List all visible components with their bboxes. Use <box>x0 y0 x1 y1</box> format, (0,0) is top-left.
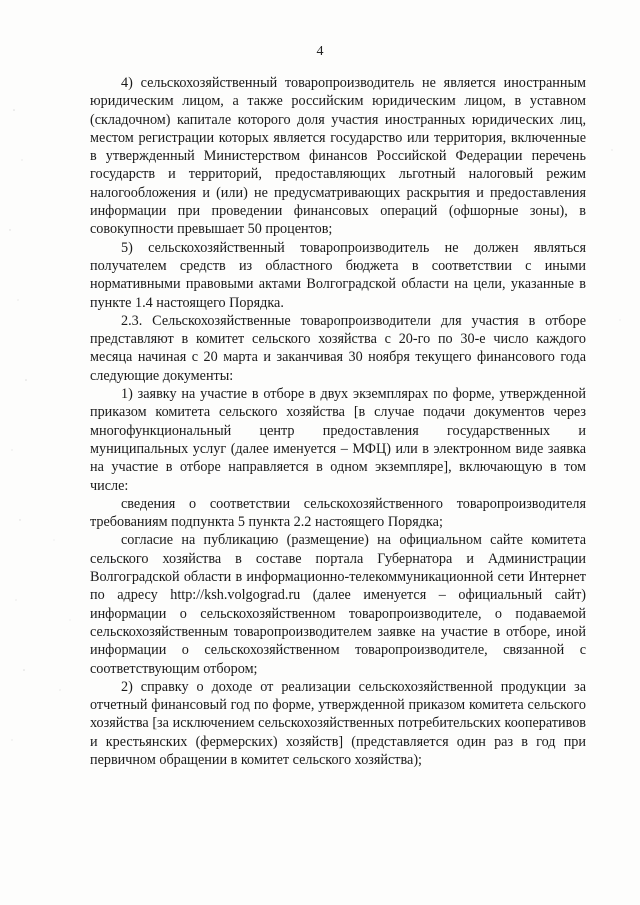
paragraph-section-2-3: 2.3. Сельскохозяйственные товаропроизводители для участия в отборе представляют в комитет сельского хозяйства с 20-го по 30-е число каждого месяца начиная с 20 марта и заканчивая 30 ноября текущего финансового года следующие документы: <box>90 312 586 384</box>
paragraph-info-compliance: сведения о соответствии сельскохозяйственного товаропроизводителя требованиям подпункта 5 пункта 2.2 настоящего Порядка; <box>90 495 586 531</box>
paragraph-consent-publication: согласие на публикацию (размещение) на официальном сайте комитета сельского хозяйства в составе портала Губернатора и Администрации Волгоградской области в информационно-телекоммуникационной сети Интернет по адресу http://ksh.volgograd.ru (далее именуется – официальный сайт) информации о сельскохозяйственном товаропроизводителе, о подаваемой сельскохозяйственным товаропроизводителем заявке на участие в отборе, иной информации о сельскохозяйственном товаропроизводителе, связанной с соответствующим отбором; <box>90 532 586 677</box>
paragraph-item-4: 4) сельскохозяйственный товаропроизводитель не является иностранным юридическим лицом, а также российским юридическим лицом, в уставном (складочном) капитале которого доля участия иностранных юридических лиц, местом регистрации которых является государство или территория, включенные в утвержденный Министерством финансов Российской Федерации перечень государств и территорий, предоставляющих льготный налоговый режим налогообложения и (или) не предусматривающих раскрытия и предоставления информации при проведении финансовых операций (офшорные зоны), в совокупности превышает 50 процентов; <box>90 75 586 238</box>
paragraph-item-5: 5) сельскохозяйственный товаропроизводитель не должен являться получателем средств из областного бюджета в соответствии с иными нормативными правовыми актами Волгоградской области на цели, указанные в пункте 1.4 настоящего Порядка. <box>90 239 586 311</box>
document-body <box>90 74 586 769</box>
page-number: 4 <box>316 44 324 59</box>
paragraph-subitem-1: 1) заявку на участие в отборе в двух экземплярах по форме, утвержденной приказом комитета сельского хозяйства [в случае подачи документов через многофункциональный центр предоставления государственных и муниципальных услуг (далее именуется – МФЦ) или в электронном виде заявка на участие в отборе направляется в одном экземпляре], включающую в том числе: <box>90 386 586 494</box>
paragraph-subitem-2: 2) справку о доходе от реализации сельскохозяйственной продукции за отчетный финансовый год по форме, утвержденной приказом комитета сельского хозяйства [за исключением сельскохозяйственных потребительских кооперативов и крестьянских (фермерских) хозяйств] (представляется один раз в год при первичном обращении в комитет сельского хозяйства); <box>90 678 586 768</box>
